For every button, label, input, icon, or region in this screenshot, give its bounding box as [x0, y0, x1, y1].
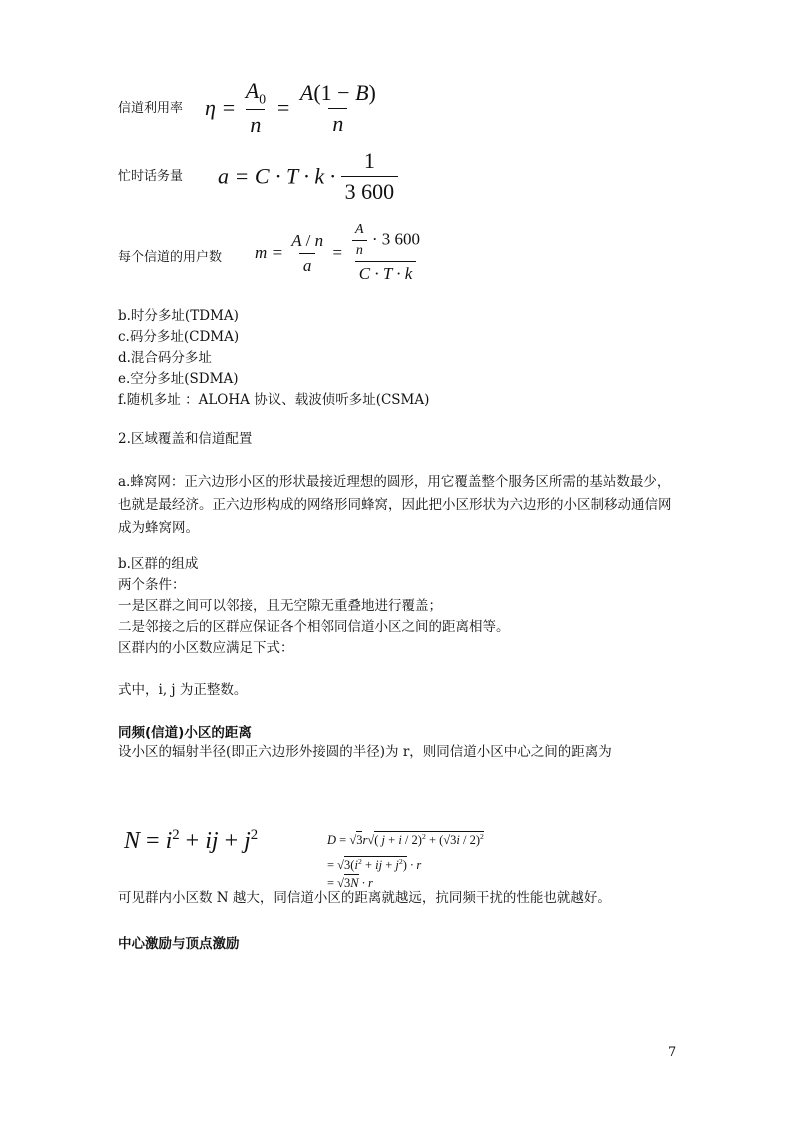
- cluster-line: 二是邻接之后的区群应保证各个相邻同信道小区之间的距离相等。: [118, 619, 510, 635]
- users-per-channel-label: 每个信道的用户数: [118, 250, 223, 265]
- users-per-channel-formula: m = $\frac{A / n}{a}$ = $\frac{A}{n}$ · 3 600 C · T · k: [255, 222, 421, 283]
- busy-traffic-label: 忙时话务量: [118, 169, 184, 184]
- list-item: d.混合码分多址: [118, 350, 212, 366]
- cluster-line: b.区群的组成: [118, 556, 199, 572]
- utilization-label: 信道利用率: [118, 101, 184, 116]
- cluster-line: 一是区群之间可以邻接，且无空隙无重叠地进行覆盖；: [118, 598, 442, 614]
- distance-line-1: D = √3r√( j + i / 2)$^2$ + (√3i / 2)$^2$: [327, 832, 484, 848]
- cluster-line: 两个条件：: [118, 577, 186, 593]
- honeycomb-paragraph: a.蜂窝网：正六边形小区的形状最接近理想的圆形，用它覆盖整个服务区所需的基站数最少，也就是最经济。正六边形构成的网络形同蜂窝，因此把小区形状为六边形的小区制移动通信网成为蜂窝网。: [118, 474, 672, 536]
- list-item: b.时分多址(TDMA): [118, 308, 239, 324]
- list-item: c.码分多址(CDMA): [118, 329, 240, 345]
- utilization-formula: η = $\frac{A_0}{n}$ = $\frac{A(1 - B)}{n}$: [205, 78, 376, 138]
- ij-note: 式中，i, j 为正整数。: [118, 682, 248, 698]
- cochannel-heading: 同频(信道)小区的距离: [118, 725, 252, 741]
- distance-line-3: = √3N · r: [327, 876, 373, 891]
- list-item: e.空分多址(SDMA): [118, 371, 239, 387]
- section-heading: 2.区域覆盖和信道配置: [118, 431, 253, 447]
- multiple-access-list: [118, 306, 429, 411]
- cluster-block: [118, 554, 510, 659]
- cochannel-description: 设小区的辐射半径(即正六边形外接圆的半径)为 r，则同信道小区中心之间的距离为: [118, 744, 612, 760]
- distance-line-2: = $√3(i^2$ + ij + $j^2) \cdot r$: [327, 857, 422, 873]
- busy-traffic-formula: a = C · T · k · $\frac{1}{3 600}$: [218, 148, 398, 205]
- cochannel-conclusion: 可见群内小区数 N 越大，同信道小区的距离就越远，抗同频干扰的性能也就越好。: [118, 890, 611, 906]
- excitation-heading: 中心激励与顶点激励: [118, 936, 240, 952]
- page-number: 7: [668, 1045, 677, 1060]
- cluster-size-formula: $N = i^2$ + ij + $j^2$: [124, 827, 259, 854]
- list-item: f.随机多址 ：ALOHA 协议、载波侦听多址(CSMA): [118, 392, 430, 408]
- cluster-line: 区群内的小区数应满足下式：: [118, 640, 294, 656]
